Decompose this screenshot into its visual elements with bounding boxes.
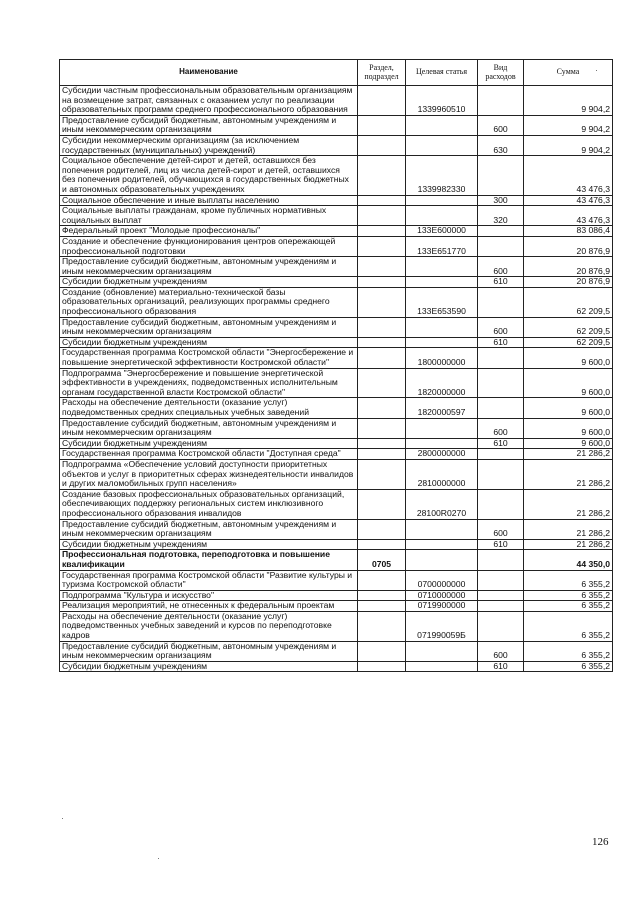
table-row <box>60 368 613 398</box>
row-name: Создание базовых профессиональных образовательных организаций, обеспечивающих поддержку региональных систем инклюзивного профессионального образования инвалидов <box>60 489 358 519</box>
row-expense <box>478 86 524 116</box>
row-sum: 21 286,2 <box>524 449 613 460</box>
scan-speck <box>158 858 159 859</box>
row-expense <box>478 590 524 601</box>
row-expense <box>478 398 524 418</box>
table-row <box>60 601 613 612</box>
row-article <box>406 135 478 155</box>
row-section <box>358 195 406 206</box>
row-section <box>358 641 406 661</box>
row-name: Федеральный проект "Молодые профессионалы" <box>60 226 358 237</box>
row-section <box>358 257 406 277</box>
row-expense <box>478 348 524 368</box>
row-name: Подпрограмма "Культура и искусство" <box>60 590 358 601</box>
row-expense <box>478 226 524 237</box>
row-name: Социальные выплаты гражданам, кроме публичных нормативных социальных выплат <box>60 206 358 226</box>
row-sum: 9 600,0 <box>524 418 613 438</box>
row-name: Субсидии бюджетным учреждениям <box>60 277 358 288</box>
row-name: Предоставление субсидий бюджетным, автономным учреждениям и иным некоммерческим организациям <box>60 317 358 337</box>
row-section <box>358 236 406 256</box>
scan-speck <box>62 818 63 819</box>
row-expense: 300 <box>478 195 524 206</box>
row-section <box>358 86 406 116</box>
row-article <box>406 206 478 226</box>
table-row <box>60 539 613 550</box>
table-row <box>60 489 613 519</box>
row-sum: 9 904,2 <box>524 115 613 135</box>
row-name: Создание и обеспечение функционирования центров опережающей профессиональной подготовки <box>60 236 358 256</box>
row-name: Профессиональная подготовка, переподготовка и повышение квалификации <box>60 550 358 570</box>
row-expense: 610 <box>478 438 524 449</box>
table-row <box>60 418 613 438</box>
table-row <box>60 661 613 672</box>
header-article: Целевая статья <box>406 60 478 86</box>
row-expense: 600 <box>478 641 524 661</box>
table-row <box>60 317 613 337</box>
row-name: Предоставление субсидий бюджетным, автономным учреждениям и иным некоммерческим организациям <box>60 641 358 661</box>
table-row <box>60 459 613 489</box>
row-article: 2800000000 <box>406 449 478 460</box>
row-sum: 43 476,3 <box>524 195 613 206</box>
row-sum: 9 600,0 <box>524 438 613 449</box>
row-expense: 600 <box>478 418 524 438</box>
row-section <box>358 418 406 438</box>
row-expense: 610 <box>478 661 524 672</box>
row-sum: 62 209,5 <box>524 317 613 337</box>
row-name: Субсидии бюджетным учреждениям <box>60 438 358 449</box>
row-article: 1820000000 <box>406 368 478 398</box>
row-name: Субсидии частным профессиональным образовательным организациям на возмещение затрат, связанных с оказанием услуг по реализации образовательных программ среднего профессионального образования <box>60 86 358 116</box>
row-sum: 6 355,2 <box>524 641 613 661</box>
row-section <box>358 156 406 195</box>
row-section <box>358 590 406 601</box>
row-sum: 9 600,0 <box>524 398 613 418</box>
row-name: Государственная программа Костромской области "Энергосбережение и повышение энергетической эффективности Костромской области" <box>60 348 358 368</box>
table-row <box>60 438 613 449</box>
row-article: 0710000000 <box>406 590 478 601</box>
table-row <box>60 277 613 288</box>
row-article <box>406 257 478 277</box>
row-expense: 610 <box>478 337 524 348</box>
row-name: Создание (обновление) материально-технической базы образовательных организаций, реализующих программы среднего профессионального образования <box>60 287 358 317</box>
table-row <box>60 449 613 460</box>
row-name: Подпрограмма «Обеспечение условий доступности приоритетных объектов и услуг в приоритетных сферах жизнедеятельности инвалидов и других маломобильных групп населения» <box>60 459 358 489</box>
row-article: 2810000000 <box>406 459 478 489</box>
table-row <box>60 195 613 206</box>
table-row <box>60 641 613 661</box>
row-section <box>358 337 406 348</box>
table-row <box>60 337 613 348</box>
row-sum: 6 355,2 <box>524 601 613 612</box>
row-article <box>406 539 478 550</box>
row-name: Субсидии бюджетным учреждениям <box>60 661 358 672</box>
row-name: Предоставление субсидий бюджетным, автономным учреждениям и иным некоммерческим организациям <box>60 519 358 539</box>
row-name: Субсидии бюджетным учреждениям <box>60 337 358 348</box>
table-row <box>60 135 613 155</box>
row-name: Субсидии бюджетным учреждениям <box>60 539 358 550</box>
table-row <box>60 519 613 539</box>
row-section <box>358 317 406 337</box>
row-section <box>358 519 406 539</box>
row-section <box>358 489 406 519</box>
row-article <box>406 438 478 449</box>
row-sum: 9 600,0 <box>524 348 613 368</box>
row-article: 1339982330 <box>406 156 478 195</box>
row-expense <box>478 459 524 489</box>
row-sum: 21 286,2 <box>524 459 613 489</box>
row-sum: 6 355,2 <box>524 611 613 641</box>
row-article <box>406 519 478 539</box>
row-section <box>358 539 406 550</box>
table-header <box>60 60 613 86</box>
table-row <box>60 611 613 641</box>
row-expense: 600 <box>478 115 524 135</box>
row-section <box>358 601 406 612</box>
row-expense <box>478 236 524 256</box>
row-section <box>358 459 406 489</box>
row-sum: 21 286,2 <box>524 519 613 539</box>
table-row <box>60 206 613 226</box>
row-section <box>358 398 406 418</box>
row-name: Реализация мероприятий, не отнесенных к федеральным проектам <box>60 601 358 612</box>
table-row <box>60 398 613 418</box>
scan-speck <box>596 70 597 71</box>
row-expense <box>478 368 524 398</box>
row-article: 133E653590 <box>406 287 478 317</box>
row-expense <box>478 570 524 590</box>
row-expense <box>478 449 524 460</box>
row-name: Расходы на обеспечение деятельности (оказание услуг) подведомственных средних специальных учебных заведений <box>60 398 358 418</box>
header-expense: Вид расходов <box>478 60 524 86</box>
row-sum: 6 355,2 <box>524 570 613 590</box>
row-sum: 43 476,3 <box>524 156 613 195</box>
page-number: 126 <box>592 836 609 848</box>
row-expense <box>478 156 524 195</box>
row-section: 0705 <box>358 550 406 570</box>
row-article <box>406 550 478 570</box>
row-section <box>358 115 406 135</box>
row-expense: 320 <box>478 206 524 226</box>
table-row <box>60 287 613 317</box>
row-section <box>358 277 406 288</box>
row-name: Предоставление субсидий бюджетным, автономным учреждениям и иным некоммерческим организациям <box>60 257 358 277</box>
row-sum: 43 476,3 <box>524 206 613 226</box>
row-section <box>358 368 406 398</box>
row-article: 0719900000 <box>406 601 478 612</box>
row-name: Государственная программа Костромской области "Доступная среда" <box>60 449 358 460</box>
row-expense: 600 <box>478 317 524 337</box>
row-expense <box>478 601 524 612</box>
header-sum: Сумма <box>524 60 613 86</box>
table-row <box>60 348 613 368</box>
row-name: Государственная программа Костромской области "Развитие культуры и туризма Костромской области" <box>60 570 358 590</box>
row-article: 0700000000 <box>406 570 478 590</box>
row-name: Подпрограмма "Энергосбережение и повышение энергетической эффективности в учреждениях, подведомственных исполнительным органам государственной власти Костромской области" <box>60 368 358 398</box>
row-article: 071990059Б <box>406 611 478 641</box>
row-article: 133E600000 <box>406 226 478 237</box>
row-article <box>406 195 478 206</box>
row-expense <box>478 489 524 519</box>
row-expense: 630 <box>478 135 524 155</box>
row-expense <box>478 550 524 570</box>
table-row <box>60 86 613 116</box>
row-sum: 21 286,2 <box>524 539 613 550</box>
table-body <box>60 86 613 672</box>
row-name: Расходы на обеспечение деятельности (оказание услуг) подведомственных учебных заведений и курсов по переподготовке кадров <box>60 611 358 641</box>
row-article: 28100R0270 <box>406 489 478 519</box>
row-expense: 610 <box>478 277 524 288</box>
row-section <box>358 449 406 460</box>
row-article: 1339960510 <box>406 86 478 116</box>
row-sum: 83 086,4 <box>524 226 613 237</box>
row-article <box>406 337 478 348</box>
row-article: 1800000000 <box>406 348 478 368</box>
header-section: Раздел, подраздел <box>358 60 406 86</box>
table-row <box>60 226 613 237</box>
row-article <box>406 277 478 288</box>
row-name: Субсидии некоммерческим организациям (за исключением государственных (муниципальных) учреждений) <box>60 135 358 155</box>
row-section <box>358 206 406 226</box>
row-sum: 20 876,9 <box>524 236 613 256</box>
row-section <box>358 287 406 317</box>
row-name: Предоставление субсидий бюджетным, автономным учреждениям и иным некоммерческим организациям <box>60 115 358 135</box>
row-sum: 62 209,5 <box>524 287 613 317</box>
row-article: 133E651770 <box>406 236 478 256</box>
row-sum: 9 600,0 <box>524 368 613 398</box>
row-sum: 44 350,0 <box>524 550 613 570</box>
row-sum: 9 904,2 <box>524 86 613 116</box>
row-section <box>358 570 406 590</box>
row-article <box>406 115 478 135</box>
row-section <box>358 438 406 449</box>
row-sum: 21 286,2 <box>524 489 613 519</box>
table-row <box>60 236 613 256</box>
row-expense <box>478 611 524 641</box>
row-expense: 600 <box>478 519 524 539</box>
row-section <box>358 348 406 368</box>
table-row <box>60 570 613 590</box>
header-name: Наименование <box>60 60 358 86</box>
row-article <box>406 418 478 438</box>
row-article: 1820000597 <box>406 398 478 418</box>
row-article <box>406 661 478 672</box>
row-section <box>358 226 406 237</box>
row-sum: 6 355,2 <box>524 590 613 601</box>
row-sum: 20 876,9 <box>524 277 613 288</box>
row-name: Предоставление субсидий бюджетным, автономным учреждениям и иным некоммерческим организациям <box>60 418 358 438</box>
row-article <box>406 317 478 337</box>
row-sum: 62 209,5 <box>524 337 613 348</box>
row-sum: 6 355,2 <box>524 661 613 672</box>
table-row <box>60 550 613 570</box>
table-row <box>60 590 613 601</box>
row-section <box>358 135 406 155</box>
row-section <box>358 611 406 641</box>
row-name: Социальное обеспечение и иные выплаты населению <box>60 195 358 206</box>
row-expense: 610 <box>478 539 524 550</box>
budget-table <box>59 59 613 672</box>
row-expense: 600 <box>478 257 524 277</box>
table-row <box>60 115 613 135</box>
table-row <box>60 257 613 277</box>
row-sum: 9 904,2 <box>524 135 613 155</box>
row-name: Социальное обеспечение детей-сирот и детей, оставшихся без попечения родителей, лиц из числа детей-сирот и детей, оставшихся без попечения родителей, обучающихся в государственных бюджетных и автономных образовательных учреждениях <box>60 156 358 195</box>
row-sum: 20 876,9 <box>524 257 613 277</box>
row-expense <box>478 287 524 317</box>
row-section <box>358 661 406 672</box>
table-row <box>60 156 613 195</box>
row-article <box>406 641 478 661</box>
